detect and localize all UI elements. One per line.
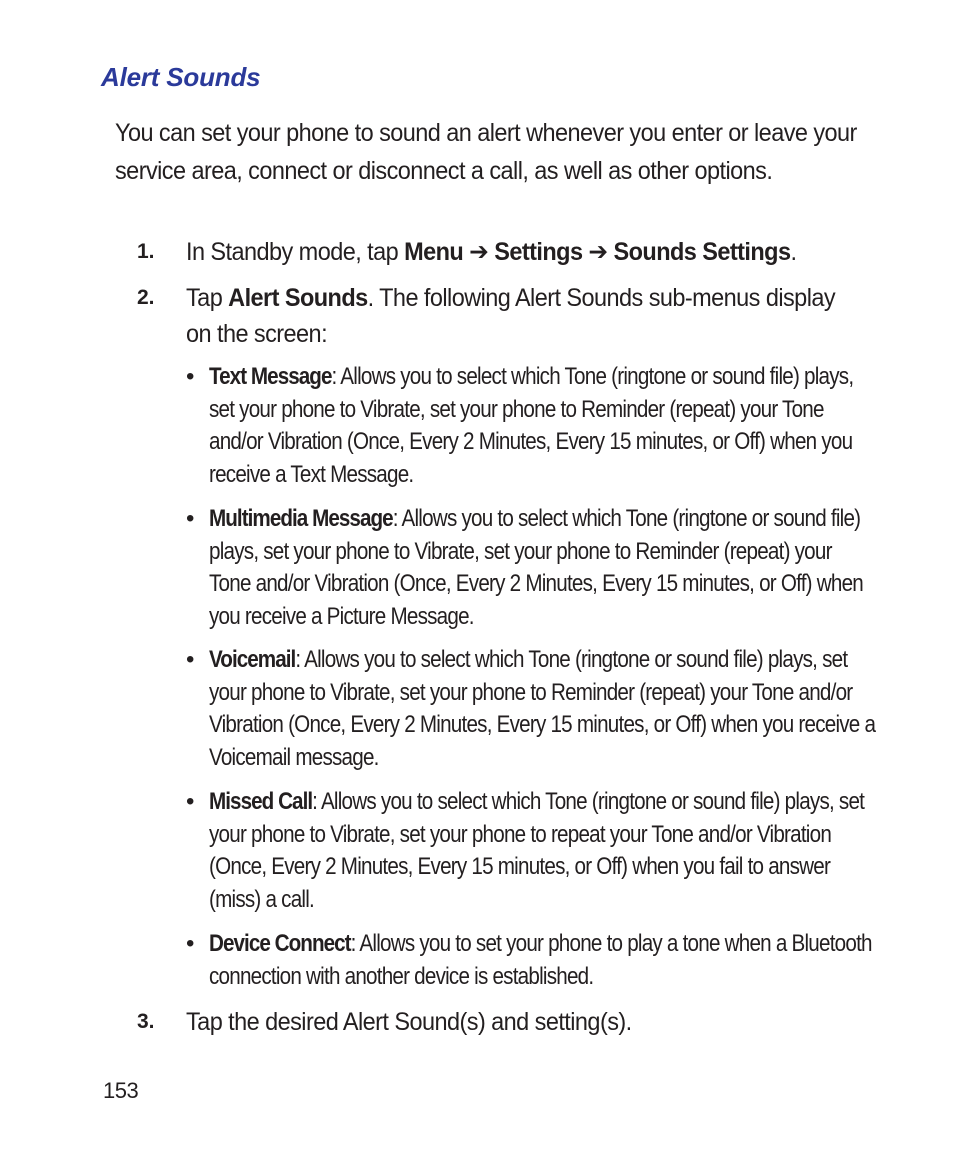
step-text: Tap the desired Alert Sound(s) and setting(s). bbox=[186, 1008, 632, 1036]
bullet-icon: • bbox=[186, 363, 195, 390]
step-text-post: . The following Alert Sounds sub-menus display on the screen: bbox=[186, 284, 836, 348]
list-item-term: Text Message bbox=[209, 363, 332, 390]
list-item-desc: : Allows you to set your phone to play a tone when a Bluetooth connection with another device is established. bbox=[209, 930, 872, 990]
step-text-pre: In Standby mode, tap bbox=[186, 238, 405, 266]
page-number: 153 bbox=[103, 1078, 139, 1103]
step-number: 2. bbox=[137, 286, 155, 309]
menu-term: Menu bbox=[404, 238, 464, 266]
section-title: Alert Sounds bbox=[101, 62, 261, 92]
list-item-text bbox=[209, 503, 876, 633]
bullet-icon: • bbox=[186, 505, 195, 532]
step-text-pre: Tap bbox=[186, 284, 229, 312]
list-item-term: Multimedia Message bbox=[209, 505, 393, 532]
step-text bbox=[186, 280, 844, 352]
list-item-text bbox=[209, 928, 876, 993]
list-item-text bbox=[209, 786, 876, 916]
list-item-desc: : Allows you to select which Tone (ringtone or sound file) plays, set your phone to Vibrate, set your phone to Reminder (repeat) your Tone and/or Vibration (Once, Every 2 Minutes, Every 15 minutes, or Off) when you receive a Text Message. bbox=[209, 363, 854, 488]
arrow-icon: ➔ bbox=[463, 238, 495, 266]
list-item-text bbox=[209, 361, 876, 491]
step-number: 3. bbox=[137, 1010, 155, 1033]
list-item-desc: : Allows you to select which Tone (ringtone or sound file) plays, set your phone to Vibrate, set your phone to repeat your Tone and/or Vibration (Once, Every 2 Minutes, Every 15 minutes, or Off) when you fail to answer (miss) a call. bbox=[209, 788, 865, 913]
settings-term: Settings bbox=[494, 238, 583, 266]
bullet-icon: • bbox=[186, 930, 195, 957]
intro-paragraph: You can set your phone to sound an alert whenever you enter or leave your service area, connect or disconnect a call, as well as other options. bbox=[115, 119, 857, 185]
bullet-icon: • bbox=[186, 646, 195, 673]
sounds-settings-term: Sounds Settings bbox=[613, 238, 791, 266]
arrow-icon: ➔ bbox=[582, 238, 614, 266]
step-text-post: . bbox=[790, 238, 797, 266]
list-item-text bbox=[209, 644, 876, 774]
step-number: 1. bbox=[137, 240, 155, 263]
alert-sounds-term: Alert Sounds bbox=[228, 284, 368, 312]
list-item-desc: : Allows you to select which Tone (ringtone or sound file) plays, set your phone to Vibrate, set your phone to Reminder (repeat) your Tone and/or Vibration (Once, Every 2 Minutes, Every 15 minutes, or Off) when you receive a Voicemail message. bbox=[209, 646, 876, 771]
bullet-icon: • bbox=[186, 788, 195, 815]
list-item-desc: : Allows you to select which Tone (ringtone or sound file) plays, set your phone to Vibrate, set your phone to Reminder (repeat) your Tone and/or Vibration (Once, Every 2 Minutes, Every 15 minutes, or Off) when you receive a Picture Message. bbox=[209, 505, 863, 630]
list-item-term: Device Connect bbox=[209, 930, 351, 957]
list-item-term: Voicemail bbox=[209, 646, 296, 673]
list-item-term: Missed Call bbox=[209, 788, 313, 815]
step-text bbox=[186, 234, 882, 270]
